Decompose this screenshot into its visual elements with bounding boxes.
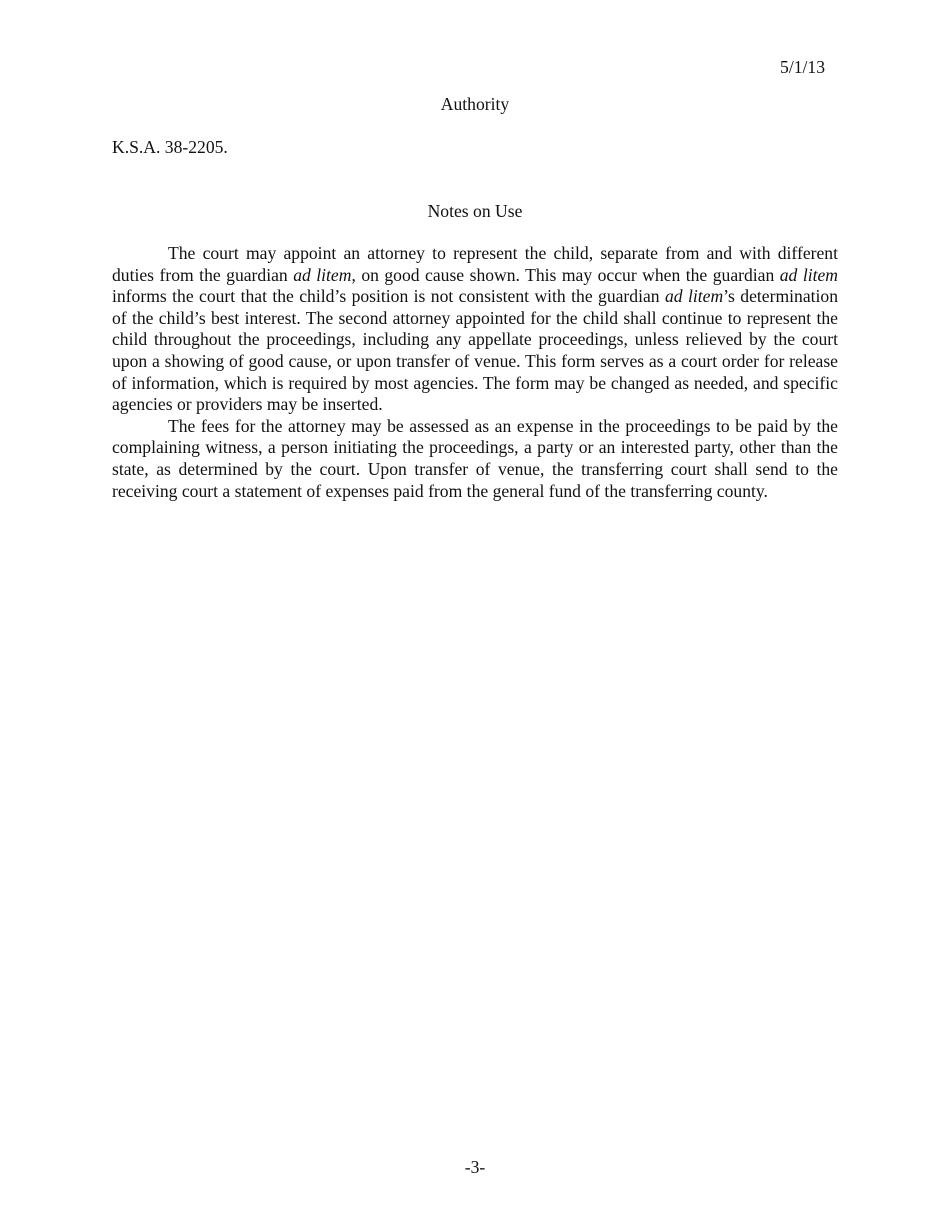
notes-p1-text-2: , on good cause shown. This may occur when the guardian [351,264,780,285]
notes-p1-text-3: informs the court that the child’s position is not consistent with the guardian [112,286,665,307]
page-number: -3- [464,1157,486,1177]
notes-paragraph-2: The fees for the attorney may be assessed as an expense in the proceedings to be paid by the complaining witness, a person initiating the proceedings, a party or an interested party, other than the state, as determined by the court. Upon transfer of venue, the transferring court shall send to the receiving court a statement of expenses paid from the general fund of the transferring county. [112,415,838,501]
notes-p1-italic-2: ad litem [779,264,838,285]
notes-paragraph-1 [112,243,838,416]
revision-date: 5/1/13 [780,57,825,77]
notes-p1-italic-3: ad litem [664,286,724,307]
notes-p1-text-4: ’s determination of the child’s best interest. The second attorney appointed for the child shall continue to represent the child throughout the proceedings, including any appellate proceedings, unless relieved by the court upon a showing of good cause, or upon transfer of venue. This form serves as a court order for release of information, which is required by most agencies. The form may be changed as needed, and specific agencies or providers may be inserted. [112,286,839,415]
notes-p1-italic-1: ad litem [293,264,352,285]
statute-citation: K.S.A. 38-2205. [112,137,228,157]
notes-on-use-body [112,243,838,502]
authority-heading: Authority [440,94,510,114]
notes-on-use-heading: Notes on Use [427,201,523,221]
notes-p1-text-1: The court may appoint an attorney to represent the child, separate from and with different duties from the guardian [112,243,838,285]
